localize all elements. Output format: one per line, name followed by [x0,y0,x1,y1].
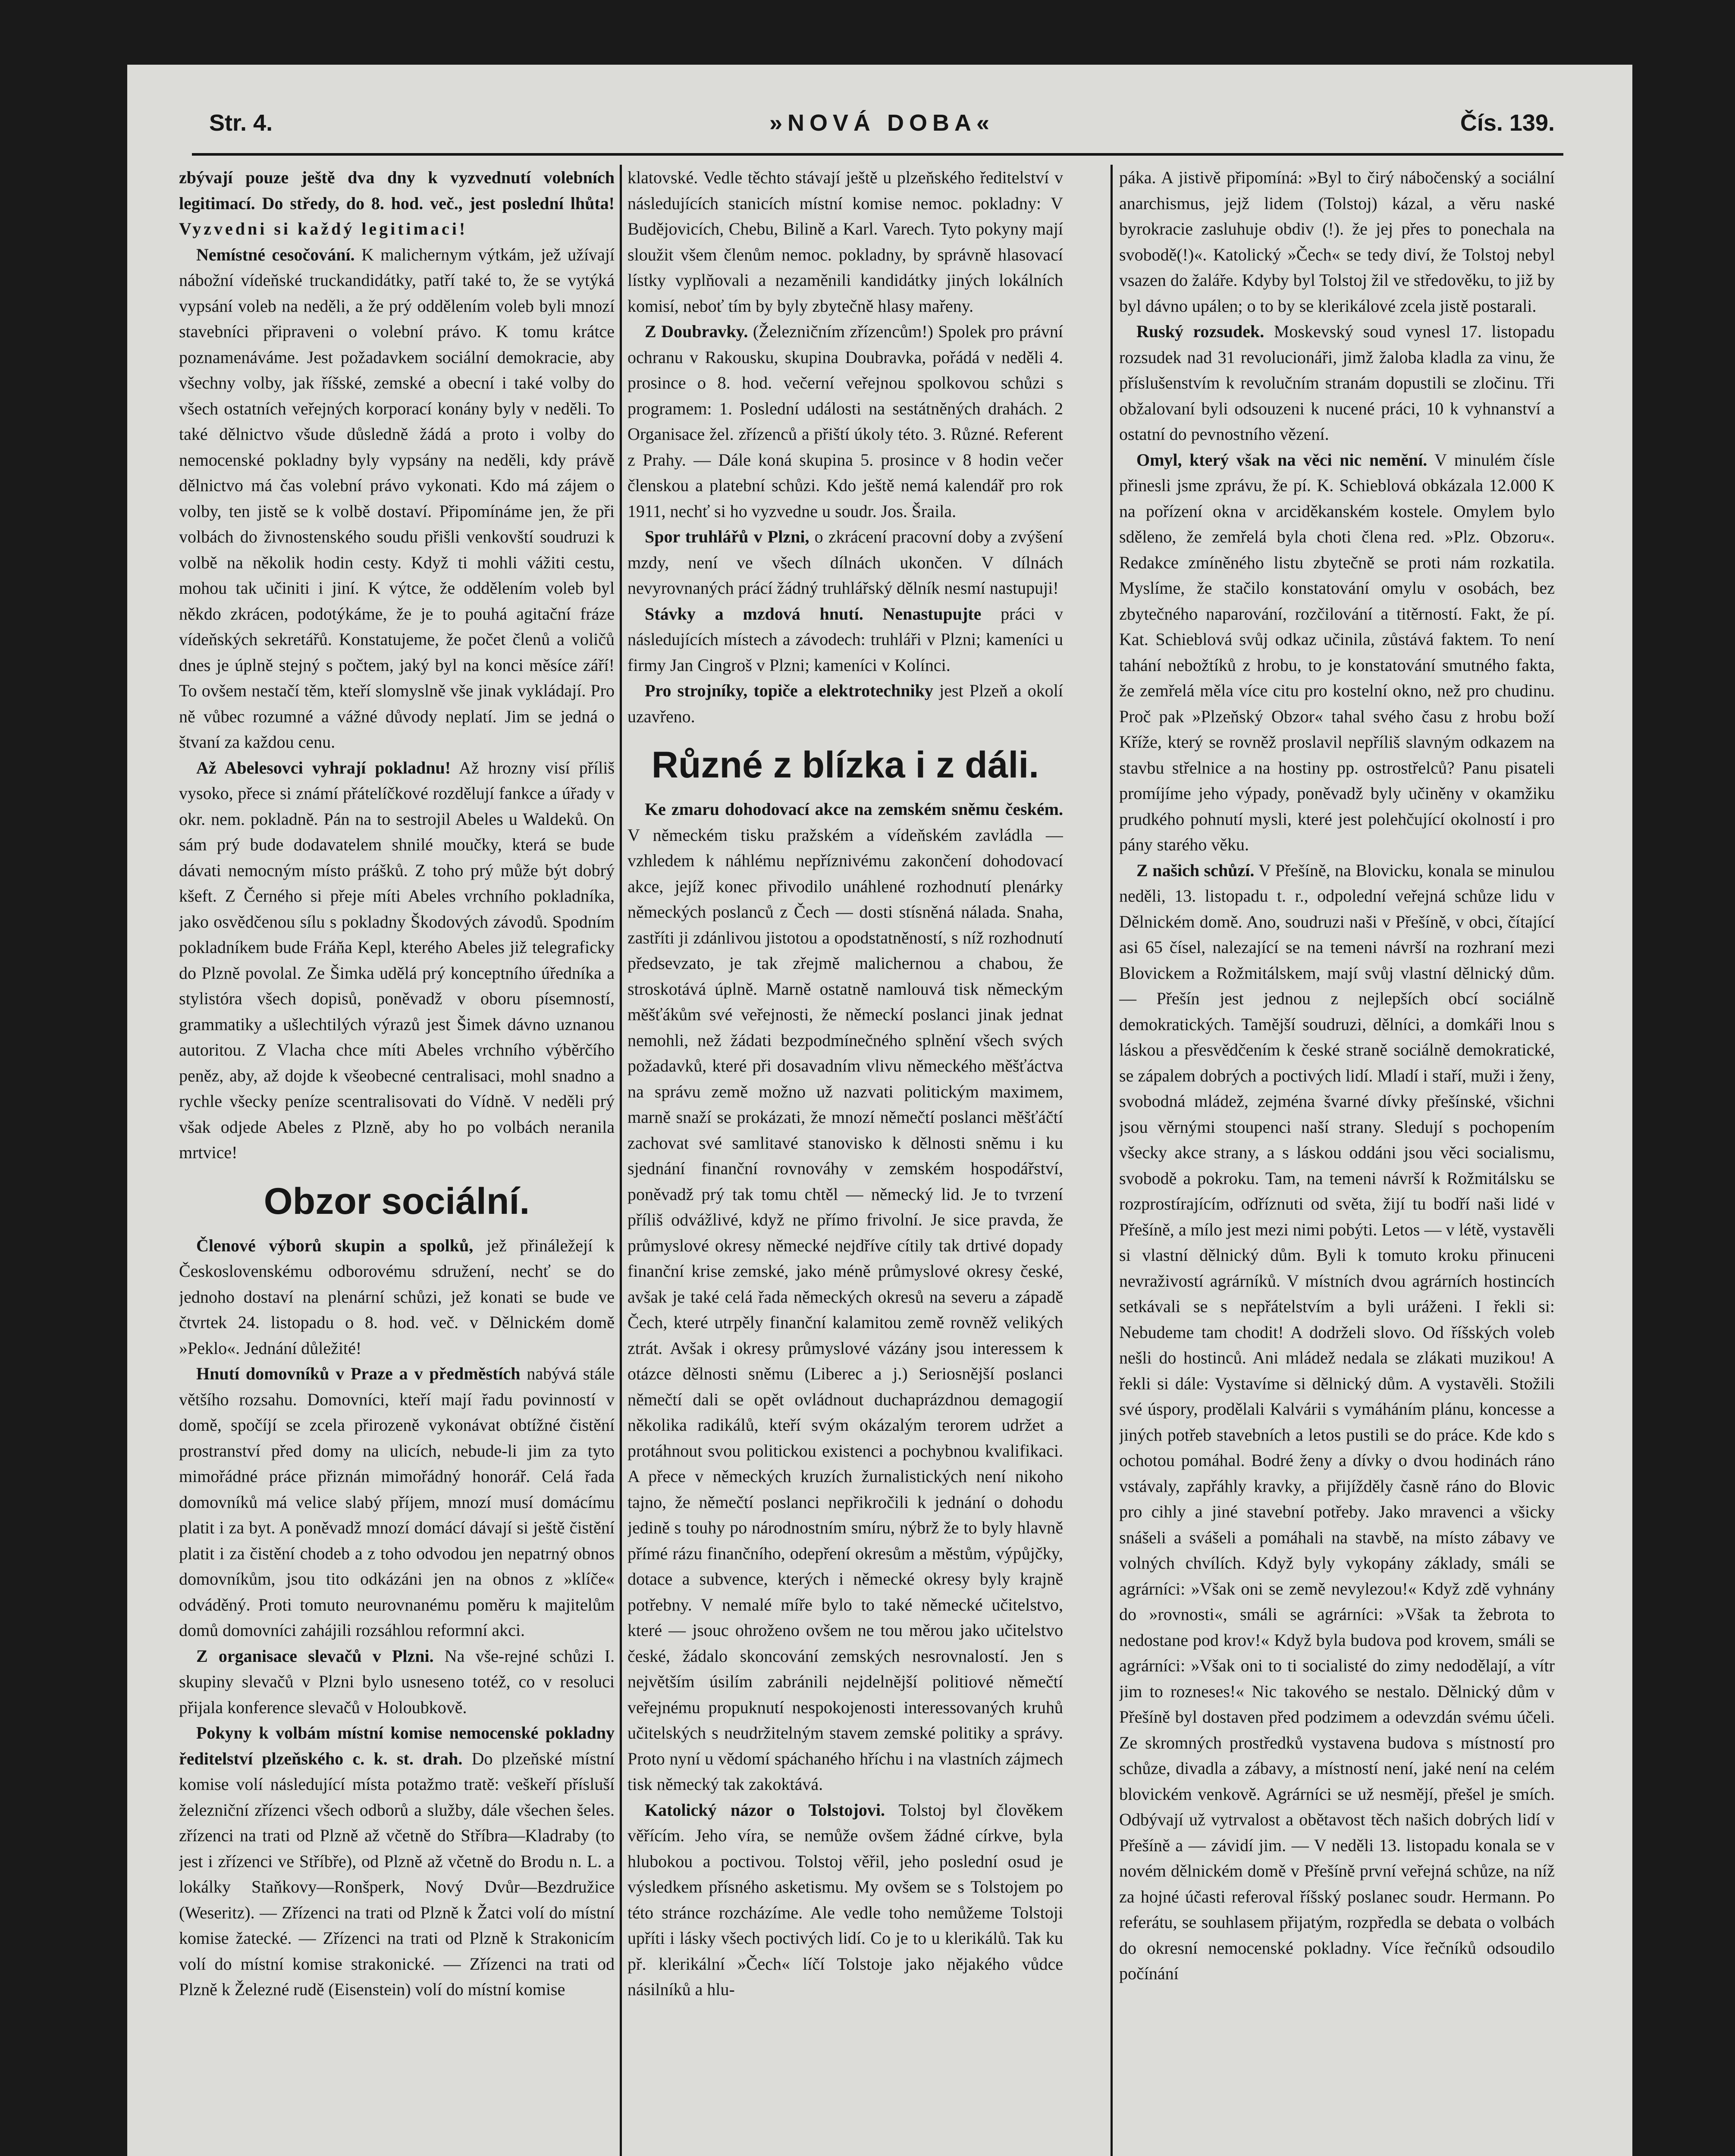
article-text: K malichernym výtkám, jež užívají nábožní vídeňské truckandidátky, patří také to, že se vytýká vypsání voleb na neděli, a že prý oddělením voleb byli mnozí stavebníci připraveni o volební právo. K tomu krátce poznamenáváme. Jest požadavkem sociální demokracie, aby všechny volby, jak říšské, zemské a obecní i také volby do všech ostatních veřejných korporací konány byly v neděli. To také dělnictvo všude důsledně žádá a proto i volby do nemocenské pokladny byly vypsány na neděli, kdy právě dělnictvo má čas volební právo vykonati. Kdo má zájem o volby, ten jistě se k volbě dostaví. Připomínáme jen, že při volbách do živnostenského soudu přišli venkovští soudruzi k volbě na několik hodin cesty. Když ti mohli vážiti cestu, mohou tak učiniti i jiní. K výtce, že oddělením voleb byl někdo zkrácen, podotýkáme, že je to pouhá agitační fráze vídeňských sekretářů. Konstatujeme, že počet členů a voličů dnes je úplně stejný s počtem, jaký byl na konci měsíce září! To ovšem nestačí těm, kteří slomyslně vše jinak vykládají. Pro ně vůbec rozumné a vážné důvody neplatí. Jim se jedná o štvaní za každou cenu. [179,244,615,752]
article-title: Katolický názor o Tolstojovi. [645,1800,885,1820]
article-paragraph [627,796,1063,1797]
article-title: Ke zmaru dohodovací akce na zemském sněmu českém. [645,799,1063,819]
article-title: Stávky a mzdová hnutí. Nenastupujte [645,604,982,624]
article-text: nabývá stále většího rozsahu. Domovníci, kteří mají řadu povinností v domě, spočíjí se zcela přirozeně vykonávat obtížné čistění prostranství před domy na ulicích, nebude-li jim za tyto mimořádné práce přiznán mimořádný honorář. Celá řada domovníků má velice slabý příjem, mnozí musí domácímu platit i za byt. A poněvadž mnozí domácí dávají si ještě čistění platit i za čistění chodeb a z toho odvodou jen nepatrný obnos domovníkům, jsou tito odkázáni jen na obnos z »klíče« odváděný. Proti tomuto neurovnanému poměru k majitelům domů domovníci zahájili rozsáhlou reformní akci. [179,1364,615,1640]
article-paragraph [1119,319,1555,447]
article-text: V Přešíně, na Blovicku, konala se minulou neděli, 13. listopadu t. r., odpolední veřejná schůze lidu v Dělnickém domě. Ano, soudruzi naši v Přešíně, v obci, čítající asi 65 čísel, nalezající se na temeni návrší na rozhraní mezi Blovickem a Rožmitálskem, mají svůj vlastní dělnický dům. — Přešín jest jednou z nejlepších obcí sociálně demokratických. Tamější soudruzi, dělníci, a domkáři lnou s láskou a přesvědčením k české straně sociálně demokratické, se zápalem dobrých a poctivých lidí. Mladí i staří, muži i ženy, svobodná mládež, zejména švarné dívky přešínské, všichni jsou věrnými stoupenci naší strany. Sledují s pochopením všecky akce strany, a s láskou oddáni jsou věci socialismu, svobodě a pokroku. Tam, na temeni návrší k Rožmitálsku se rozprostírajícím, odříznuti od světa, žijí tu bodří naši lidé v Přešíně, a mílo jest mezi nimi pobýti. Letos — v létě, vystavěli si vlastní dělnický dům. Byli k tomuto kroku přinuceni nevraživostí agrárníků. V místních dvou agrárních hostincích setkávali se s nepřátelstvím a byli uráženi. I řekli si: Nebudeme tam chodit! A dodrželi slovo. Od říšských voleb nešli do hostinců. Ani mládež nedala se zlákati muzikou! A řekli si dále: Vystavíme si dělnický dům. A vystavěli. Stožili své úspory, prodělali Kalvárii s vymáháním plánu, koncesse a jiných potřeb stavebních a letos pustili se do práce. Kde kdo s ochotou pomáhal. Bodré ženy a dívky o dvou hodinách ráno vstávaly, zapřáhly kravky, a přijížděly časně ráno do Blovic pro cihly a jiné stavební potřeby. Jako mravenci a všicky snášeli a svášeli a pomáhali na stavbě, na místo zábavy ve volných chvílích. Když byly vykopány základy, smáli se agrárníci: »Však oni se země nevylezou!« Když zdě vyhnány do »rovnosti«, smáli se agrárníci: »Však ta žebrota to nedostane pod krov!« Když byla budova pod krovem, smáli se agrárníci: »Však oni to ti socialisté do zimy nedodělají, a vítr jim to rozneses!« Nic takového se nestalo. Dělnický dům v Přešíně byl dostaven před podzimem a odevzdán svému účeli. Ze skromných prostředků vystavena budova s místností pro schůze, divadla a zábavy, a místností není, jaké není na celém blovickém venkově. Agrárníci se už nesmějí, přešel je smích. Odbývají už vytrvalost a obětavost těch našich dobrých lidí v Přešíně a — závidí jim. — V neděli 13. listopadu konala se v novém dělnickém domě v Přešíně první veřejná schůze, na níž za hojné účasti referoval říšský poslanec soudr. Hermann. Po referátu, se souhlasem přijatým, rozpředla se debata o volbách do okresní nemocenské pokladny. Více řečníků odsoudilo počínání [1119,860,1555,1983]
article-paragraph [179,165,615,242]
article-paragraph [627,678,1063,729]
article-paragraph [1119,858,1555,1987]
article-text: Moskevský soud vynesl 17. listopadu rozsudek nad 31 revolucionáři, jimž žaloba kladla za vinu, že příslušenstvím k revolučním stranám dopustili se zločinu. Tři obžalovaní byli odsouzeni k nucené práci, 10 k vyhnanství a ostatní do pevnostního vězení. [1119,322,1555,444]
article-paragraph [627,1797,1063,2002]
article-title: Z organisace slevačů v Plzni. [196,1646,434,1666]
article-text: zbývají pouze ještě dva dny k vyzvednutí volebních legitimací. Do středy, do 8. hod. več., jest poslední lhůta! [179,168,615,213]
article-paragraph [627,319,1063,524]
article-text: o zkrácení pracovní doby a zvýšení mzdy, není ve všech dílnách ukončen. V dílnách nevyrovnaných prácí žádný truhlářský dělník nesmí nastupuji! [627,527,1063,598]
article-title: Nemístné cesočování. [196,244,355,264]
section-heading: Obzor sociální. [264,1180,530,1222]
article-paragraph [179,242,615,755]
column-1 [179,165,615,2156]
masthead: »NOVÁ DOBA« [769,110,995,136]
newspaper-page [127,65,1632,2156]
article-paragraph [179,1233,615,1361]
article-title: Spor truhlářů v Plzni, [645,527,809,546]
article-title: Hnutí domovníků v Praze a v předměstích [196,1364,521,1383]
issue-number: Čís. 139. [1460,110,1555,136]
article-paragraph [179,1643,615,1720]
article-text: Vyzvedni si každý legitimaci! [179,219,468,238]
article-paragraph [179,755,615,1166]
article-paragraph [179,1720,615,2002]
article-title: Z našich schůzí. [1136,860,1255,880]
article-text: V minulém čísle přinesli jsme zprávu, že pí. K. Schieblová obkázala 12.000 K na pořízení okna v arciděkanském kostele. Omylem bylo sděleno, že zemřelá byla choti člena red. »Plz. Obzoru«. Redakce zmíněného listu zbytečně se proti nám rozkatila. Myslíme, že stačilo konstatování omylu v osobách, bez zbytečného naparování, rozčilování a titěrností. Fakt, že pí. Kat. Schieblová svůj odkaz učinila, zůstává faktem. To není tahání nebožtíků z hrobu, to je konstatování smutného fakta, že zemřelá měla více citu pro kostelní okno, než pro chudinu. Proč pak »Plzeňský Obzor« tahal svého času z hrobu boží Kříže, který se rovněž proslavil nepříliš slavným odkazem na stavbu střelnice a na hostiny pp. ostrostřelců? Panu pisateli promíjíme jeho výpady, poněvadž byly učiněny v okamžiku prudkého pohnutí mysli, které jest polehčující okolností i pro pány starého věku. [1119,450,1555,854]
article-title: Pro strojníky, topiče a elektrotechniky [645,681,933,700]
article-text: Na vše-rejné schůzi I. skupiny slevačů v Plzni bylo usneseno totéž, co v resoluci přijala konference slevačů v Holoubkově. [179,1646,615,1717]
article-text: Tolstoj byl člověkem věřícím. Jeho víra, se nemůže ovšem žádné církve, byla hlubokou a poctivou. Tolstoj věřil, jeho poslední osud je výsledkem přísného asketismu. My ovšem se s Tolstojem po této stránce rozcházíme. Ale vedle toho nemůžeme Tolstoji upříti i lásky všech poctivých lidí. Co je to u klerikálů. Tak ku př. klerikální »Čech« líčí Tolstoje jako nějakého vůdce násilníků a hlu- [627,1800,1063,1999]
header-rule [192,153,1563,156]
column-divider [1111,165,1113,2156]
article-paragraph [1119,447,1555,858]
page-header [209,99,1555,147]
article-paragraph [627,524,1063,601]
article-title: Z Doubravky. [645,322,748,341]
article-paragraph [627,601,1063,678]
article-text: V německém tisku pražském a vídeňském zavládla — vzhledem k náhlému nepříznivému zakončení dohodovací akce, jejíž konec přivodilo unáhlené rozhodnutí plenárky německých poslanců z Čech — dosti stísněná nálada. Snaha, zastříti ji zdánlivou jistotou a opodstatněností, s níž rozhodnutí předsevzato, je tak zřejmě malichernou a chabou, že stroskotává úplně. Marně ostatně namlouvá tisk německým měšťákům své veřejnosti, že německí poslanci jinak jednat nemohli, než žádati bezpodmínečného splnění všech svých požadavků, které při dosavadním vlivu německého měšťáctva na správu země možno už nazvati politickým maximem, marně snaží se prokázati, že mnozí němečtí poslanci měšťáčtí zachovat své samlitavé stanovisko k dělnosti sněmu i ku sjednání finanční rovnováhy v zemském hospodářství, poněvadž prý tak tomu chtěl — německý lid. Je to tvrzení příliš odvážlivé, když ne přímo frivolní. Je sice pravda, že průmyslové okresy německé nejdříve cítily tak drtivé dopady finanční krise zemské, jako méně průmyslové okresy české, avšak je také celá řada německých okresů na severu a západě Čech, které utrpěly finanční kalamitou země rovněž velikých ztrát. Avšak i okresy průmyslové vázány jsou interessem k otázce dělnosti sněmu (Liberec a j.) Seriosnější poslanci němečtí dali se opět ovládnout duchaprázdnou demagogií několika radikálů, kteří svým okázalým terorem udržet a protáhnout svou politickou existenci a pochybnou kvalifikaci. A přece v německých kruzích žurnalistických není nikoho tajno, že němečtí poslanci nepřikročili k jednání o dohodu jedině s touhy po národnostním smíru, nýbrž že to byly hlavně přímé rázu finančního, odepření okresům a městům, výpůjčky, dotace a subvence, kterých i německé okresy byly krajně potřebny. V nemalé míře bylo to také německé učitelstvo, které — jsouc ohroženo ovšem ne tou měrou jako učitelstvo české, žádalo skoncování zemských nesrovnalostí. Jen s největším úsilím zabránili nejdelnější politiové němečtí veřejnému propuknutí nespokojenosti interessovaných kruhů učitelských s neudržitelným stavem zemské politiky a správy. Proto nyní u vědomí spáchaného hříchu i na vlastních zájmech tisk německý tak zakoktává. [627,825,1063,1794]
article-title: Pokyny k volbám místní komise nemocenské pokladny ředitelství plzeňského c. k. st. drah. [179,1723,615,1768]
article-text: klatovské. Vedle těchto stávají ještě u plzeňského ředitelství v následujících stanicích místní komise nemoc. pokladny: V Budějovicích, Chebu, Bilině a Karl. Varech. Tyto pokyny mají sloužit všem členům nemoc. pokladny, by správně hlasovací lístky vyplňovali a nezaměnili kandidátky jiných lokálních komisí, neboť tím by byly zbytečně hlasy mařeny. [627,168,1063,316]
column-2 [627,165,1063,2156]
column-divider [620,165,622,2156]
article-paragraph [179,1361,615,1643]
article-paragraph [1119,165,1555,319]
article-title: Až Abelesovci vyhrají pokladnu! [196,758,451,777]
article-title: Členové výborů skupin a spolků, [196,1235,474,1255]
article-text: páka. A jistivě připomíná: »Byl to čirý nábočenský a sociální anarchismus, jejž lidem (Tolstoj) kázal, a věru naské byrokracie zasluhuje obdiv (!). že jej přes to ponechala na svobodě(!)«. Katolický »Čech« se tedy diví, že Tolstoj nebyl vsazen do žaláře. Kdyby byl Tolstoj žil ve středověku, to již by byl dávno upálen; o to by se klerikálové zcela jistě postarali. [1119,168,1555,316]
article-paragraph [627,165,1063,319]
article-text: jež přináležejí k Československému odborovému sdružení, nechť se do jednoho dostaví na plenární schůzi, jež konati se bude ve čtvrtek 24. listopadu o 8. hod. več. v Dělnickém domě »Peklo«. Jednání důležité! [179,1235,615,1358]
article-text: Do plzeňské místní komise volí následující místa potažmo tratě: veškeří přísluší železniční zřízenci všech odborů a služby, dále všechen šeles. zřízenci na trati od Plzně až včetně do Stříbra—Kladraby (to jest i zřízenci ve Stříbře), od Plzně až včetně do Brodu n. L. a lokálky Staňkovy—Ronšperk, Nový Dvůr—Bezdružice (Weseritz). — Zřízenci na trati od Plzně k Žatci volí do místní komise žatecké. — Zřízenci na trati od Plzně k Strakonicím volí do místní komise strakonické. — Zřízenci na trati od Plzně k Železné rudě (Eisenstein) volí do místní komise [179,1749,615,1999]
column-3 [1119,165,1555,2156]
article-text: Až hrozny visí příliš vysoko, přece si známí přátelíčkové rozdělují fankce a úřady v okr. nem. pokladně. Pán na to sestrojil Abeles u Waldeků. On sám prý bude dodavatelem shnilé moučky, která se bude dávati nemocným místo prášků. Z toho prý může být dobrý kšeft. Z Černého si přeje míti Abeles vrchního pokladníka, jako osvědčenou sílu s pokladny Škodových závodů. Spodním pokladníkem bude Fráňa Kepl, kterého Abeles již telegraficky do Plzně povolal. Ze Šimka udělá prý konceptního úředníka a stylistóra všech dopisů, poněvadž v oboru písemností, grammatiky a ušlechtilých výrazů jest Šimek dávno uznanou autoritou. Z Vlacha chce míti Abeles vrchního výběrčího peněz, aby, až dojde k všeobecné centralisaci, mohl snadno a rychle všecky peníze scentralisovati do Vídně. V neděli prý však odjede Abeles z Plzně, aby ho po volbách neranila mrtvice! [179,758,615,1162]
page-number: Str. 4. [209,110,273,136]
article-text: (Železničním zřízencům!) Spolek pro právní ochranu v Rakousku, skupina Doubravka, pořádá v neděli 4. prosince o 8. hod. večerní veřejnou spolkovou schůzi s programem: 1. Poslední události na sestátněných drahách. 2 Organisace žel. zřízenců a přiští úkoly této. 3. Různé. Referent z Prahy. — Dále koná skupina 5. prosince v 8 hodin večer členskou a platební schůzi. Kdo ještě nemá kalendář pro rok 1911, nechť si ho vyzvedne u soudr. Jos. Šraila. [627,322,1063,521]
article-text: jest Plzeň a okolí uzavřeno. [627,681,1063,726]
article-text: práci v následujících místech a závodech: truhláři v Plzni; kameníci u firmy Jan Cingroš v Plzni; kameníci v Kolínci. [627,604,1063,675]
article-title: Ruský rozsudek. [1136,322,1264,341]
section-heading: Různé z blízka i z dáli. [651,744,1039,786]
article-title: Omyl, který však na věci nic nemění. [1136,450,1428,470]
